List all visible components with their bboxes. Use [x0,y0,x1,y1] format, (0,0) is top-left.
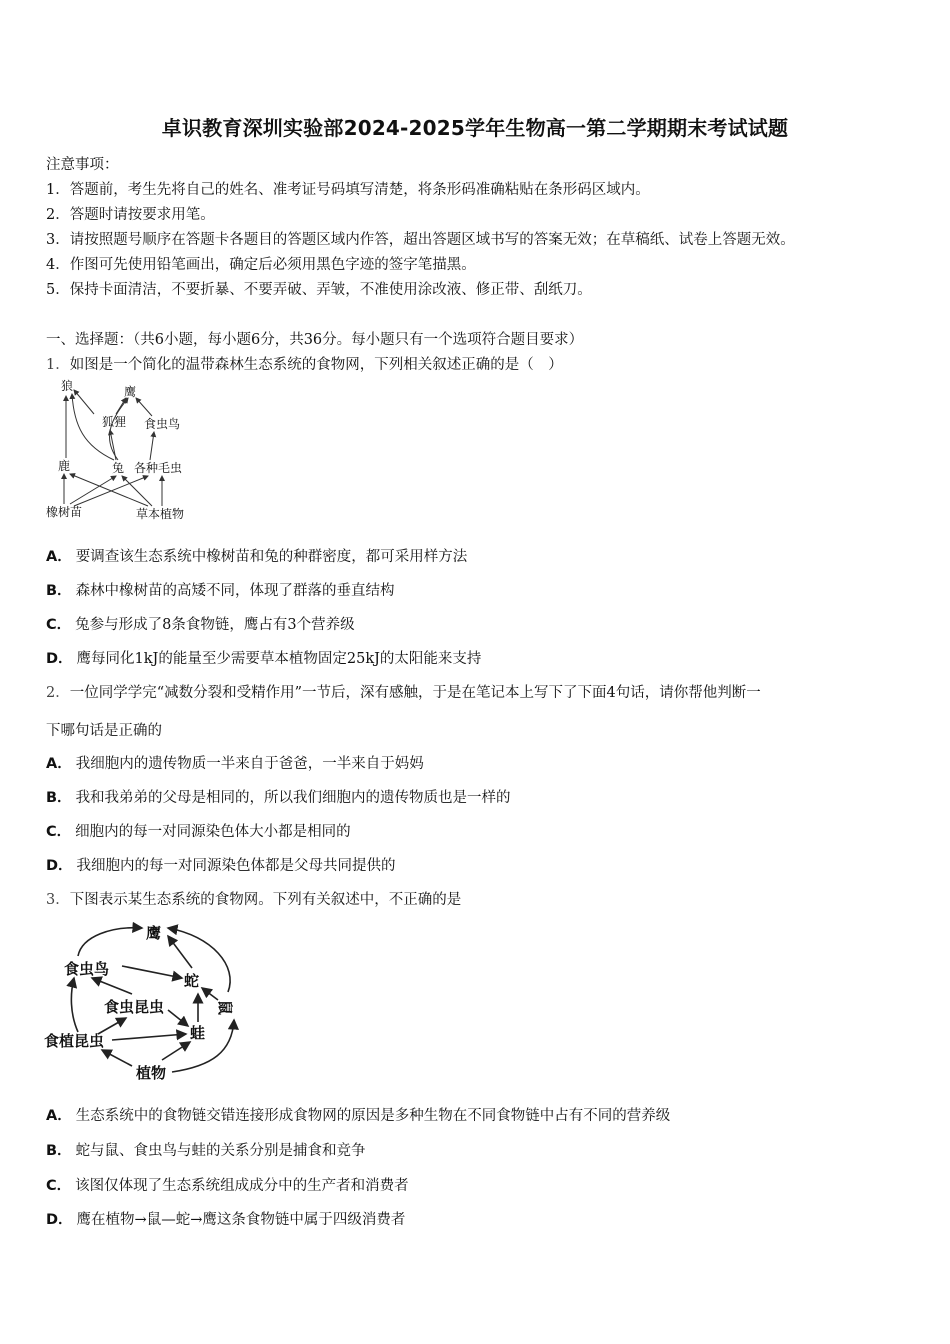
arrow [102,1050,132,1066]
notice-item: 2．答题时请按要求用笔。 [46,207,215,223]
arrow [168,936,192,968]
option-label: C． [46,1178,72,1194]
option-text: 森林中橡树苗的高矮不同，体现了群落的垂直结构 [75,583,395,599]
option-label: A． [46,1108,72,1124]
question-text: 下图表示某生态系统的食物网。下列有关叙述中，不正确的是 [69,892,462,908]
option-c[interactable] [46,1174,409,1195]
question-2-stem-cont: 下哪句话是正确的 [46,723,162,739]
food-web-diagram-2 [42,916,252,1088]
node-deer: 鹿 [58,459,71,473]
notice-item: 4．作图可先使用铅笔画出，确定后必须用黑色字迹的签字笔描黑。 [46,257,476,273]
option-d[interactable] [46,854,396,875]
notice-heading: 注意事项： [46,157,119,173]
option-b[interactable] [46,1139,366,1160]
option-text: 细胞内的每一对同源染色体大小都是相同的 [75,824,351,840]
page-title: 卓识教育深圳实验部2024-2025学年生物高一第二学期期末考试试题 [161,116,789,140]
arrow [122,966,182,978]
node-eagle: 鹰 [124,385,137,399]
arrow [116,398,126,414]
option-text: 要调查该生态系统中橡树苗和兔的种群密度，都可采用样方法 [75,549,468,565]
arrow [78,928,142,956]
question-1-stem [46,353,563,374]
option-text: 兔参与形成了8条食物链，鹰占有3个营养级 [75,617,355,633]
node-insect-eater: 食虫昆虫 [104,998,165,1016]
notice-item: 5．保持卡面清洁，不要折暴、不要弄破、弄皱，不准使用涂改液、修正带、刮纸刀。 [46,282,592,298]
node-mouse: 鼠 [216,1000,234,1016]
option-a[interactable] [46,752,424,773]
arrow [109,398,128,460]
question-3-stem [46,888,461,909]
arrow [168,1010,188,1026]
option-text: 该图仅体现了生态系统组成成分中的生产者和消费者 [75,1178,409,1194]
arrow [71,978,78,1032]
option-c[interactable] [46,613,355,634]
option-text: 生态系统中的食物链交错连接形成食物网的原因是多种生物在不同食物链中占有不同的营养级 [75,1108,671,1124]
question-number: 1． [46,357,70,373]
option-a[interactable] [46,545,467,566]
option-text: 蛇与鼠、食虫鸟与蛙的关系分别是捕食和竞争 [75,1143,366,1159]
option-label: A． [46,549,72,565]
option-text: 我和我弟弟的父母是相同的，所以我们细胞内的遗传物质也是一样的 [75,790,511,806]
option-label: B． [46,583,72,599]
arrow [202,988,218,1000]
node-oak: 橡树苗 [46,505,83,519]
node-insect-bird: 食虫鸟 [144,417,181,431]
option-label: C． [46,617,72,633]
notice-item: 1．答题前，考生先将自己的姓名、准考证号码填写清楚，将条形码准确粘贴在条形码区域内。 [46,182,650,198]
question-number: 3． [46,892,70,908]
notice-item: 3．请按照题号顺序在答题卡各题目的答题区域内作答，超出答题区域书写的答案无效；在草稿纸、试卷上答题无效。 [46,232,795,248]
option-text: 我细胞内的每一对同源染色体都是父母共同提供的 [76,858,396,874]
arrow [168,928,230,992]
question-number: 2． [46,685,70,701]
node-caterpillar: 各种毛虫 [134,461,183,475]
option-label: D． [46,858,73,874]
node-fox: 狐狸 [102,415,127,429]
node-insect-bird: 食虫鸟 [64,960,110,978]
arrow [162,1042,190,1060]
option-label: B． [46,1143,72,1159]
option-label: B． [46,790,72,806]
node-plant: 植物 [136,1064,167,1082]
option-label: D． [46,651,73,667]
option-c[interactable] [46,820,351,841]
node-frog: 蛙 [190,1024,206,1042]
question-text: 如图是一个简化的温带森林生态系统的食物网，下列相关叙述正确的是（ ） [69,357,563,373]
option-d[interactable] [46,1208,405,1229]
section-heading: 一、选择题：（共6小题，每小题6分，共36分。每小题只有一个选项符合题目要求） [46,332,584,348]
question-2-stem [46,681,761,702]
arrow [98,1018,126,1034]
option-text: 鹰在植物→鼠—蛇→鹰这条食物链中属于四级消费者 [76,1212,406,1228]
node-herb: 草本植物 [136,507,185,521]
arrow [92,978,132,994]
node-herbivore-insect: 食植昆虫 [44,1032,105,1050]
option-label: C． [46,824,72,840]
arrow [74,390,94,414]
food-web-diagram-1 [44,376,204,524]
option-label: A． [46,756,72,772]
option-a[interactable] [46,1104,670,1125]
option-label: D． [46,1212,73,1228]
arrow [136,398,152,416]
option-b[interactable] [46,579,395,600]
node-eagle: 鹰 [146,924,162,942]
node-wolf: 狼 [61,379,74,393]
node-snake: 蛇 [184,972,200,990]
option-d[interactable] [46,647,481,668]
arrow [112,1034,186,1040]
option-b[interactable] [46,786,511,807]
question-text: 一位同学学完“减数分裂和受精作用”一节后，深有感触，于是在笔记本上写下了下面4句话，请你帮他判断一 [69,685,761,701]
node-rabbit: 兔 [112,461,125,475]
option-text: 鹰每同化1kJ的能量至少需要草本植物固定25kJ的太阳能来支持 [76,651,482,667]
option-text: 我细胞内的遗传物质一半来自于爸爸，一半来自于妈妈 [75,756,424,772]
arrow [150,432,154,460]
